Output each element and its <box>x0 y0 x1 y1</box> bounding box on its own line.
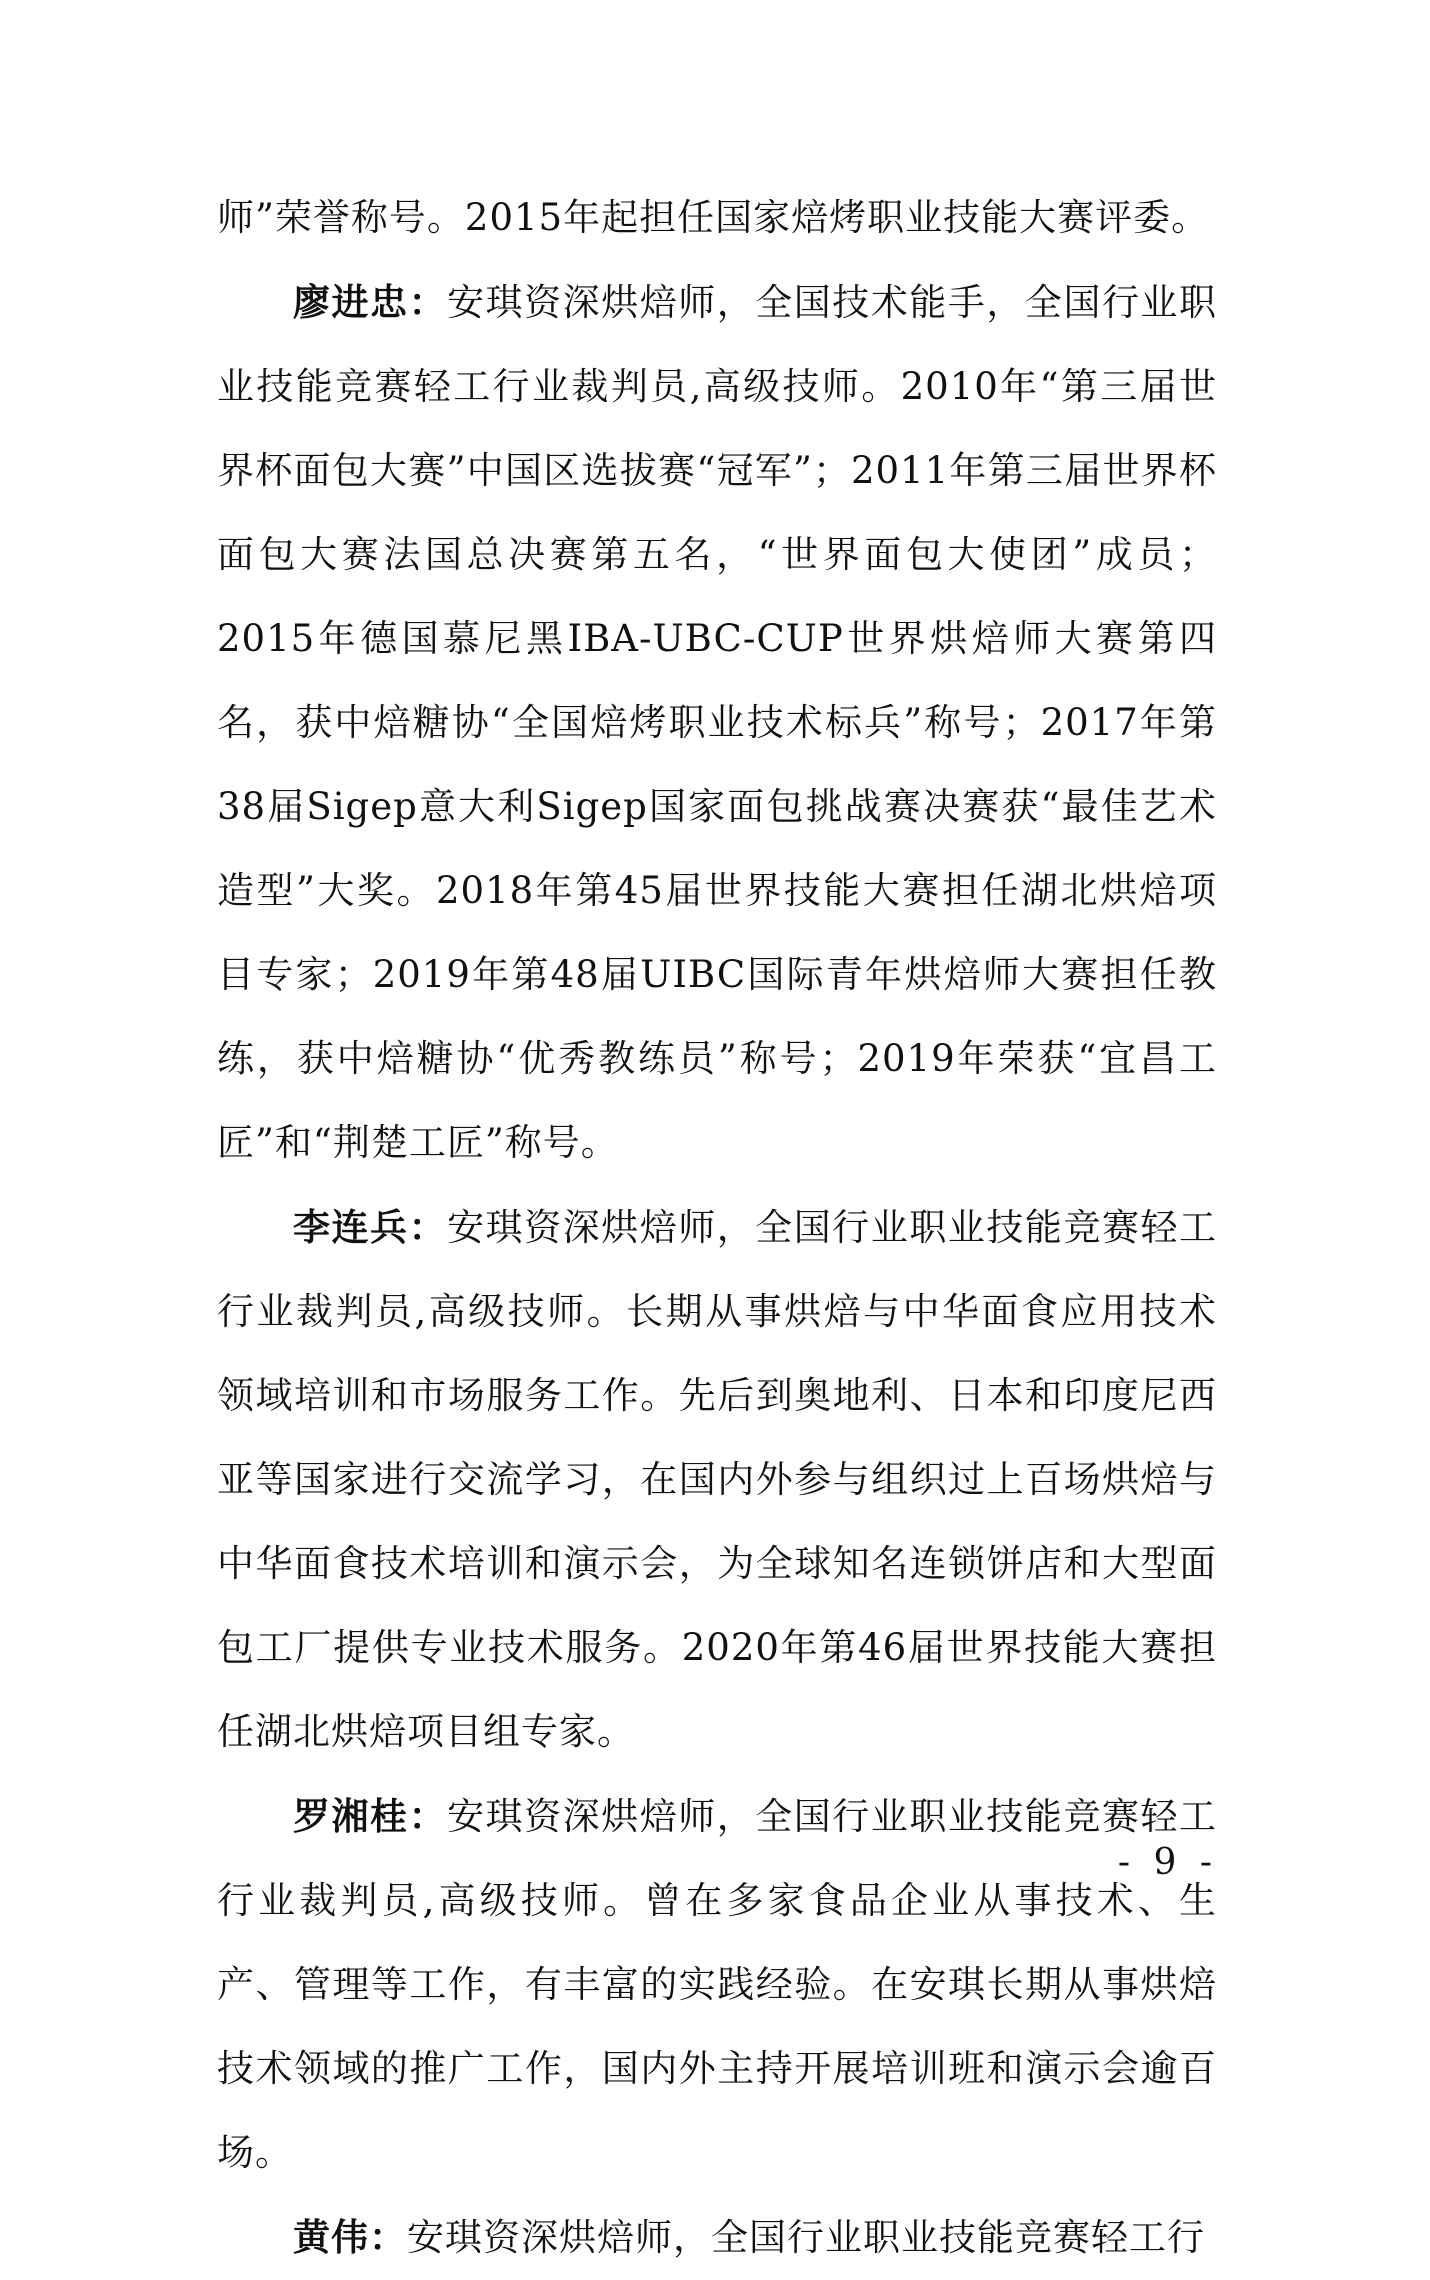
person-name: 罗湘桂： <box>293 1794 448 1838</box>
person-name: 廖进忠： <box>293 280 448 324</box>
paragraph-text: 师”荣誉称号。2015年起担任国家焙烤职业技能大赛评委。 <box>217 196 1210 239</box>
paragraph-text: 安琪资深烘焙师，全国技术能手，全国行业职业技能竞赛轻工行业裁判员,高级技师。2010年“第三届世界杯面包大赛”中国区选拔赛“冠军”；2011年第三届世界杯面包大赛法国总决赛第五名，“世界面包大使团”成员；2015年德国慕尼黑IBA-UBC-CUP世界烘焙师大赛第四名，获中焙糖协“全国焙烤职业技术标兵”称号；2017年第38届Sigep意大利Sigep国家面包挑战赛决赛获“最佳艺术造型”大奖。2018年第45届世界技能大赛担任湖北烘焙项目专家；2019年第48届UIBC国际青年烘焙师大赛担任教练，获中焙糖协“优秀教练员”称号；2019年荣获“宜昌工匠”和“荆楚工匠”称号。 <box>217 281 1218 1164</box>
person-name: 黄伟： <box>293 2215 407 2259</box>
person-name: 李连兵： <box>293 1205 448 1249</box>
paragraph-text: 安琪资深烘焙师，全国行业职业技能竞赛轻工行业裁判员,高级技师。曾在多家食品企业从事技术、生产、管理等工作，有丰富的实践经验。在安琪长期从事烘焙技术领域的推广工作，国内外主持开展培训班和演示会逾百场。 <box>217 1795 1218 2174</box>
document-body <box>217 176 1217 2280</box>
paragraph-liao-jinzhong <box>217 260 1217 1185</box>
paragraph-li-lianbing <box>217 1185 1217 1774</box>
paragraph-text: 安琪资深烘焙师，全国行业职业技能竞赛轻工行业裁判员,高级技师。长期从事烘焙与中华面食应用技术领域培训和市场服务工作。先后到奥地利、日本和印度尼西亚等国家进行交流学习，在国内外参与组织过上百场烘焙与中华面食技术培训和演示会，为全球知名连锁饼店和大型面包工厂提供专业技术服务。2020年第46届世界技能大赛担任湖北烘焙项目组专家。 <box>217 1206 1218 1753</box>
paragraph-continuation <box>217 176 1217 260</box>
page-number: - 9 - <box>1117 1842 1218 1883</box>
paragraph-luo-xianggui <box>217 1774 1217 2195</box>
paragraph-huang-wei <box>217 2195 1217 2280</box>
paragraph-text: 安琪资深烘焙师，全国行业职业技能竞赛轻工行 <box>407 2216 1205 2259</box>
